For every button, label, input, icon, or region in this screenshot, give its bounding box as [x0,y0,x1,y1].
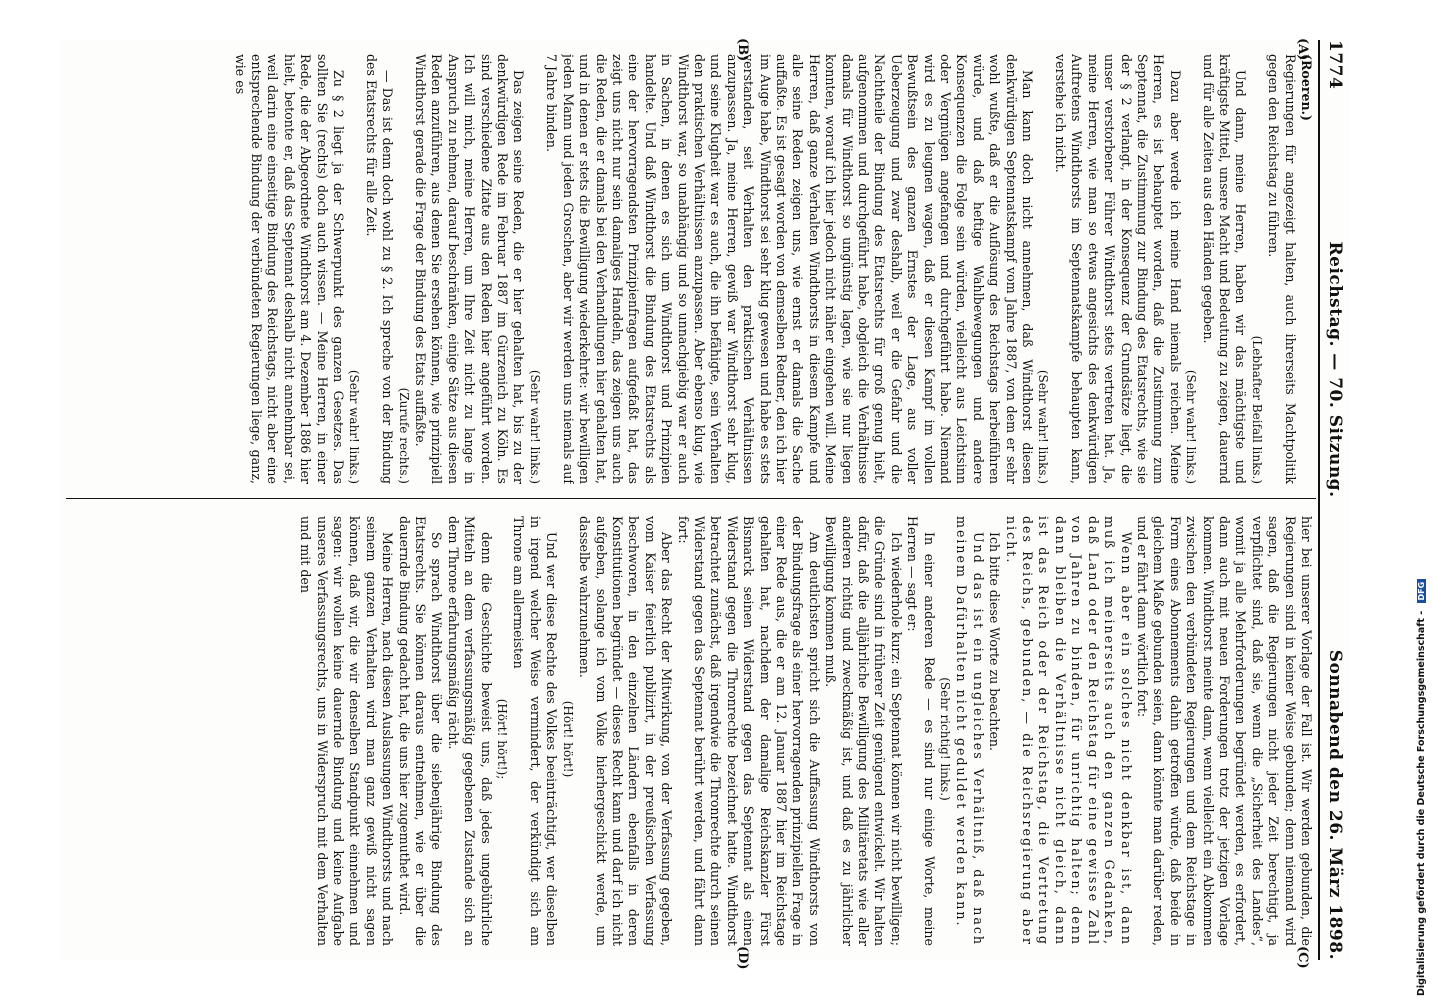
session-date: Sonnabend den 26. März 1898. [1325,649,1345,960]
stage-direction: (Sehr wahr! links.) [1184,369,1199,484]
stage-direction: (Zurufe rechts.) [396,387,411,484]
stage-direction: (Hört! hört!) [560,700,575,778]
quotation: Ich wiederhole kurz: ein Septennat können wir nicht bewilligen; die Gründe sind in früherer Zeit genügend entwickelt. Wir halten dafür, daß die alljährliche Bewilligung des Militäretats wie aller anderen richtig und zweckmäßig ist, und daß es zu jährlicher Bewilligung kommen muß. [823,516,904,946]
paragraph: Regierungen für angezeigt halten, auch ihrerseits Machtpolitik gegen den Reichstag zu führen. [1266,54,1298,484]
margin-marker-d: (D) [735,946,750,970]
left-column [64,54,1314,484]
quotation: Aber das Recht der Mitwirkung, von der Verfassung gegeben, vom Kaiser feierlich publizirt, in der preußischen Verfassung beschworen, in den einzelnen Ländern ebenfalls in deren Konstitutionen begründet — dieses Recht kann und darf ich nicht aufgeben, solange ich vom Volke hierhergeschickt werde, um dasselbe wahrzunehmen. [577,516,675,946]
quotation: Und das ist ein ungleiches Verhältniß, daß nach meinem Dafürhalten nicht geduldet werden kann. [954,516,986,946]
page-header [1320,40,1350,960]
paragraph: So sprach Windthorst über die siebenjährige Bindung des Etatsrechts. Sie können daraus entnehmen, wie er über die dauernde Bindung gedacht hat, die uns hier zugemuthet wird. [396,516,445,946]
paragraph: Dazu aber werde ich meine Hand niemals reichen. Meine Herren, es ist behauptet worden, daß die Zustimmung zum Septennat, die Zustimmung zur Bindung des Etatsrechts, wie sie der § 2 verlangt, in der Konsequenz der Grundsätze liegt, die unser verstorbener Führer Windthorst stets vertreten hat. Ja, meine Herren, wie man so etwas angesichts des denkwürdigen Auftretens Windthorsts im Septennatskampfe behaupten kann, verstehe ich nicht. [1052,54,1183,484]
stage-direction: (Sehr wahr! links.) [347,369,362,484]
stage-direction: (Lebhafter Beifall links.) [1249,335,1264,484]
margin-marker-b: (B) [735,38,750,62]
margin-marker-a: (A) [1295,38,1310,61]
header-rule [1318,40,1320,960]
stage-direction: (Sehr richtig! links.) [938,677,953,801]
paragraph: Zu § 2 liegt ja der Schwerpunkt des ganzen Gesetzes. Das sollten Sie (rechts) doch auch wissen. — Meine Herren, in einer Rede, die der Abgeordnete Windthorst am 4. Dezember 1886 hier hielt, betonte er, daß das Septennat deshalb nicht annehmbar sei, weil darin eine einseitige Bindung des Reichstags, nicht aber eine entsprechende Bindung der verbündeten Regierungen liege, ganz, wie es [232,54,347,484]
digitization-credit [1416,579,1427,996]
quotation: denn die Geschichte beweist uns, daß jedes ungebührliche Mitteln an dem verfassungsmäßig gegebenen Zustande sich an dem Throne erfahrungsmäßig rächt. [445,516,494,946]
paragraph: In einer anderen Rede — es sind nur einige Worte, meine Herren — sagt er: [905,516,937,946]
paragraph: — Das ist denn doch wohl zu § 2. Ich spreche von der Bindung des Etatsrechts für alle Zeit. [363,54,396,484]
quotation: Und wer diese Rechte des Volkes beeinträchtigt, wer dieselben in irgend welcher Weise vermindert, der verkündigt sich am Throne am allermeisten [511,516,560,946]
stage-direction: (Sehr wahr! links.) [1036,369,1051,484]
stage-direction: (Sehr wahr! links.) [527,369,542,484]
paragraph: hier bei unserer Vorlage der Fall ist. Wir werden gebunden, die Regierungen sind in keiner Weise gebunden; denn niemand wird sagen, daß die Regierungen nicht jeder Zeit berechtigt, ja verpflichtet sind, daß sie, wenn die „Sicherheit des Landes“, womit ja alle Mehrforderungen begründet werden, es erfordert, dann auch mit neuen Forderungen trotz der jetzigen Vorlage kommen. Windthorst meinte dann, wenn vielleicht ein Abkommen zwischen den verbündeten Regierungen und dem Reichstage in Form eines Abonnements dahin getroffen würde, daß beide in gleichem Maße gebunden seien, dann könnte man darüber reden, und er fährt dann wörtlich fort: [1134,516,1314,946]
right-column [64,516,1314,946]
paragraph: Das zeigen seine Reden, die er hier gehalten hat, bis zu der denkwürdigen Rede im Februar 1887 im Gürzenich zu Köln. Es sind verschiedene Zitate aus den Reden hier angeführt worden. Ich will mich, meine Herren, um Ihre Zeit nicht zu lange in Anspruch zu nehmen, darauf beschränken, einige Sätze aus diesen Reden anzuführen, aus denen Sie ersehen können, wie prinzipiell Windthorst gerade die Frage der Bindung des Etats auffaßte. [413,54,527,484]
speaker-name: (Roeren.) [1299,54,1314,121]
page-number: 1774 [1325,40,1345,90]
dfg-logo: DFG [1417,579,1426,604]
paragraph: Und dann, meine Herren, haben wir das mächtigste und kräftigste Mittel, unsere Macht und Bedeutung zu zeigen, dauernd und für alle Zeiten aus den Händen gegeben. [1200,54,1249,484]
paragraph: Man kann doch nicht annehmen, daß Windthorst diesen denkwürdigen Septennatskampf vom Jahre 1887, von dem er sehr wohl wußte, daß er die Auflösung des Reichstags herbeiführen würde, und daß heftige Wahlbewegungen und andere Konsequenzen die Folge sein würden, vielleicht aus Leichtsinn oder Vergnügen angefangen und durchgeführt habe. Niemand wird es zu leugnen wagen, daß er diesen Kampf im vollen Bewußtsein des ganzen Ernstes der Lage, aus voller Ueberzeugung und zwar deshalb, weil er die Gefahr und die Nachtheile der Bindung des Etatsrechts für groß genug hielt, aufgenommen und durchgeführt habe, obgleich die Verhältnisse damals für Windthorst so ungünstig lagen, wie sie nur liegen konnten, worauf ich hier jedoch nicht näher eingehen will. Meine Herren, daß ganze Verhalten Windthorsts in diesem Kampfe und alle seine Reden zeigen uns, wie ernst er damals die Sache auffaßte. Es ist gesagt worden von demselben Redner, den ich hier im Auge habe, Windthorst sei sehr klug gewesen und habe es stets verstanden, seit Verhalten den praktischen Verhältnissen anzupassen. Ja, meine Herren, gewiß war Windthorst sehr klug, und seine Klugheit war es auch, die ihn befähigte, sein Verhalten den praktischen Verhältnissen anzupassen. Aber ebenso klug, wie Windthorst war, so unabhängig und so unnachgiebig war er auch in Sachen, in denen es sich um Windthorst und Prinzipien handelte. Und daß Windthorst die Bindung des Etatsrechts als eine der hervorragendsten Prinzipienfragen aufgefaßt hat, das zeigt uns nicht nur sein damaliges Handeln, das zeigen uns auch die Reden, die er damals bei den Verhandlungen hier gehalten hat, und in denen er stets die Bewilligung wiederkehrte: wir bewilligen jeden Mann und jeden Groschen, aber wir werden uns niemals auf 7 Jahre binden. [544,54,1036,484]
margin-marker-c: (C) [1295,946,1310,969]
credit-text: Digitalisierung gefördert durch die Deutsche Forschungsgemeinschaft - [1416,610,1427,996]
paragraph: Ich bitte diese Worte zu beachten. [987,532,1003,752]
stage-direction: (Hört! hört!); [495,698,510,780]
quotation: Wenn aber ein solches nicht denkbar ist, dann muß ich meinerseits auch den ganzen Gedanken, daß Land oder den Reichstag für eine gewisse Zahl von Jahren zu binden, für unrichtig halten; denn dann bleiben die Verhältnisse nicht gleich, dann ist das Reich oder der Reichstag, die Vertretung des Reichs, gebunden, — die Reichsregierung aber nicht. [1003,516,1134,946]
paragraph: Am deutlichsten spricht sich die Auffassung Windthorsts von der Bindungsfrage als einer hervorragenden prinzipiellen Frage in einer Rede aus, die er am 12. Januar 1887 hier im Reichstage gehalten hat, nachdem der damalige Reichskanzler Fürst Bismarck seinen Widerstand gegen das Septennat als einen Widerstand gegen die Thronrechte bezeichnet hatte. Windthorst betrachtet zunächst, daß irgendwie die Thronrechte durch seinen Widerstand gegen das Septennat berührt werden, und fährt dann fort: [675,516,822,946]
paragraph: Meine Herren, nach diesen Auslassungen Windthorsts und nach seinem ganzen Verhalten wird man ganz gewiß nicht sagen können, daß wir, die wir denselben Standpunkt einnehmen und sagen: wir wollen keine dauernde Bindung und keine Aufgabe unseres Verfassungsrechts, uns in Widerspruch mit dem Verhalten und mit den [298,516,396,946]
column-divider [66,498,1316,499]
session-title: Reichstag. — 70. Sitzung. [1325,241,1345,498]
rotated-document-page [60,38,1350,970]
